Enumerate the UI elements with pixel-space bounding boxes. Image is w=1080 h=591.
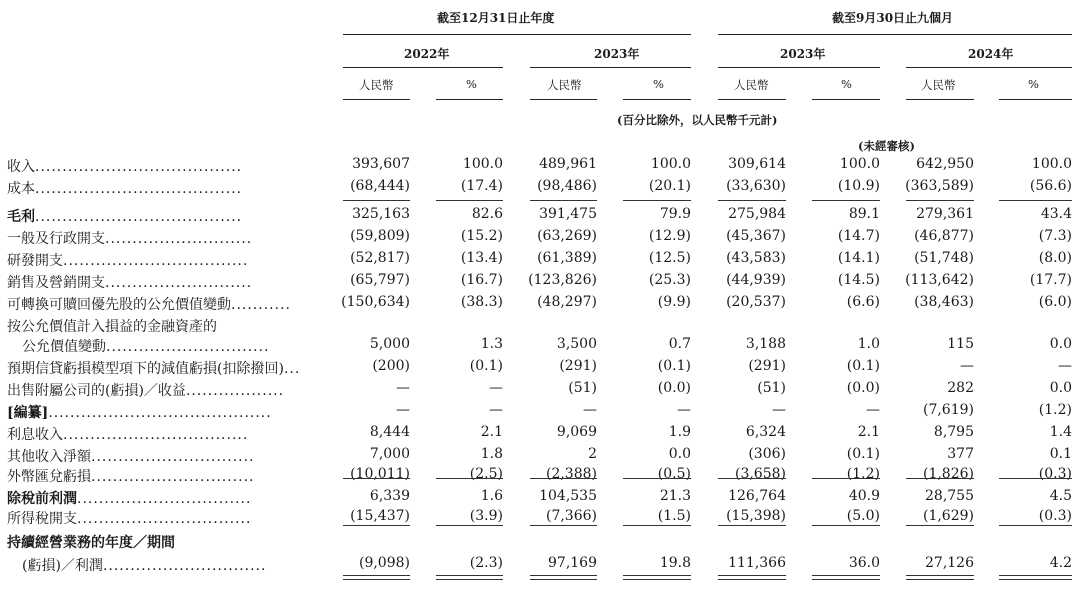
row-leader-dots: ......................................: [35, 209, 243, 225]
row-label-text: (虧損)／利潤: [22, 558, 103, 574]
subtotal-rule: [436, 478, 503, 479]
col-rule-rmb-2023-9m: [718, 99, 786, 100]
cell-pct-2023-9m: 100.0: [839, 156, 880, 172]
cell-pct-2024-9m: (0.3): [1038, 508, 1072, 524]
cell-rmb-2024-9m: (7,619): [922, 402, 974, 418]
cell-rmb-2023-9m: (3,658): [734, 466, 786, 482]
col-rule-rmb-2024-9m: [906, 99, 974, 100]
cell-pct-2023-9m: (6.6): [846, 294, 880, 310]
cell-pct-2023-9m: (14.7): [837, 228, 880, 244]
table-row: [0, 336, 1080, 358]
row-label: [7, 380, 325, 400]
subtotal-rule: [623, 478, 691, 479]
cell-rmb-2022: (52,817): [350, 250, 410, 266]
cell-rmb-2023-9m: (51): [757, 380, 786, 396]
total-double-rule: [999, 575, 1072, 580]
cell-pct-2023-fy: (25.3): [648, 272, 691, 288]
subtotal-rule: [530, 478, 597, 479]
subtotal-rule: [718, 478, 786, 479]
row-label: [7, 508, 325, 528]
table-row: [0, 508, 1080, 530]
cell-pct-2024-9m: (8.0): [1038, 250, 1072, 266]
row-leader-dots: ...........: [231, 297, 291, 313]
table-row: [0, 250, 1080, 272]
row-label-text: 研發開支: [7, 253, 63, 269]
row-label: [7, 532, 325, 552]
subtotal-rule: [812, 478, 880, 479]
cell-pct-2023-9m: —: [866, 402, 880, 418]
row-label-text: 利息收入: [7, 427, 63, 443]
row-label: [7, 294, 325, 314]
cell-rmb-2023-9m: (15,398): [726, 508, 786, 524]
cell-pct-2022: (2.3): [469, 555, 503, 571]
table-row: [0, 228, 1080, 250]
col-header-rmb-2022: 人民幣: [359, 78, 394, 92]
cell-pct-2022: 1.3: [480, 336, 503, 352]
row-label: [7, 250, 325, 270]
header-year-2023-9m: 2023年: [780, 47, 826, 61]
subtotal-rule: [906, 478, 974, 479]
subtotal-rule: [436, 200, 503, 201]
cell-rmb-2024-9m: 282: [947, 380, 974, 396]
col-rule-pct-2024-9m: [999, 99, 1072, 100]
cell-pct-2022: (3.9): [469, 508, 503, 524]
cell-rmb-2023-fy: (51): [568, 380, 597, 396]
subtotal-rule: [999, 525, 1072, 526]
total-double-rule: [343, 575, 410, 580]
header-year-rule-2022: [343, 67, 503, 68]
col-rule-rmb-2023-fy: [530, 99, 597, 100]
cell-pct-2024-9m: (56.6): [1029, 178, 1072, 194]
cell-rmb-2022: —: [396, 402, 410, 418]
table-row: [0, 446, 1080, 468]
cell-pct-2024-9m: (6.0): [1038, 294, 1072, 310]
cell-pct-2023-fy: 100.0: [650, 156, 691, 172]
cell-rmb-2022: 8,444: [369, 424, 410, 440]
cell-pct-2022: (38.3): [460, 294, 503, 310]
total-double-rule: [906, 575, 974, 580]
row-label-text: 銷售及營銷開支: [7, 275, 105, 291]
table-row: [0, 206, 1080, 228]
row-label: [7, 272, 325, 292]
header-group-fiscal-year: 截至12月31日止年度: [437, 11, 555, 25]
cell-rmb-2023-fy: 3,500: [556, 336, 597, 352]
row-label-text: 一般及行政開支: [7, 231, 105, 247]
table-row: [0, 402, 1080, 424]
row-leader-dots: ..................: [185, 383, 285, 399]
header-group-rule-fy: [343, 34, 691, 35]
table-row: [0, 555, 1080, 577]
cell-rmb-2022: 325,163: [352, 206, 410, 222]
cell-pct-2023-9m: 40.9: [848, 488, 880, 504]
cell-pct-2023-fy: (12.9): [648, 228, 691, 244]
cell-pct-2023-9m: (14.5): [837, 272, 880, 288]
cell-pct-2023-fy: —: [677, 402, 691, 418]
cell-rmb-2023-fy: (7,366): [545, 508, 597, 524]
cell-rmb-2023-fy: (63,269): [537, 228, 597, 244]
row-label-text: 其他收入淨額: [7, 449, 91, 465]
row-label: [7, 466, 325, 486]
cell-pct-2022: (17.4): [460, 178, 503, 194]
cell-pct-2023-fy: 21.3: [659, 488, 691, 504]
subtotal-rule: [530, 525, 597, 526]
cell-rmb-2022: (9,098): [358, 555, 410, 571]
table-row: [0, 316, 1080, 338]
col-rule-pct-2022: [436, 99, 503, 100]
cell-pct-2023-9m: (0.1): [846, 358, 880, 374]
cell-rmb-2024-9m: 28,755: [925, 488, 974, 504]
row-label: [7, 206, 325, 226]
row-label-text: 毛利: [7, 209, 35, 225]
cell-pct-2024-9m: (1.2): [1038, 402, 1072, 418]
cell-pct-2023-fy: 0.7: [668, 336, 691, 352]
cell-pct-2024-9m: 0.0: [1049, 336, 1072, 352]
cell-rmb-2024-9m: —: [960, 358, 974, 374]
cell-pct-2023-fy: 19.8: [659, 555, 691, 571]
cell-rmb-2024-9m: (38,463): [914, 294, 974, 310]
cell-rmb-2023-fy: 97,169: [548, 555, 597, 571]
row-label: [7, 488, 325, 508]
header-year-2024-9m: 2024年: [968, 47, 1014, 61]
col-header-pct-2024-9m: %: [1028, 77, 1039, 91]
cell-pct-2023-9m: 89.1: [848, 206, 880, 222]
row-leader-dots: ...........................: [105, 275, 253, 291]
cell-rmb-2022: (65,797): [350, 272, 410, 288]
cell-pct-2023-fy: 1.9: [668, 424, 691, 440]
row-label: [7, 424, 325, 444]
cell-pct-2022: (2.5): [469, 466, 503, 482]
cell-rmb-2024-9m: (1,629): [922, 508, 974, 524]
cell-pct-2023-9m: 2.1: [857, 424, 880, 440]
cell-pct-2024-9m: 4.2: [1049, 555, 1072, 571]
cell-rmb-2022: (200): [372, 358, 410, 374]
cell-pct-2023-9m: (0.1): [846, 446, 880, 462]
cell-rmb-2022: 6,339: [369, 488, 410, 504]
cell-rmb-2023-9m: (43,583): [726, 250, 786, 266]
header-year-2022: 2022年: [404, 47, 450, 61]
row-leader-dots: ..............................: [102, 558, 267, 574]
cell-rmb-2023-9m: 309,614: [728, 156, 786, 172]
table-row: [0, 156, 1080, 178]
cell-pct-2022: 2.1: [480, 424, 503, 440]
cell-pct-2024-9m: 0.0: [1049, 380, 1072, 396]
cell-pct-2023-9m: 1.0: [857, 336, 880, 352]
cell-rmb-2024-9m: (1,826): [922, 466, 974, 482]
cell-rmb-2023-9m: (44,939): [726, 272, 786, 288]
subtotal-rule: [718, 525, 786, 526]
row-label-text: 公允價值變動: [22, 339, 106, 355]
cell-rmb-2022: 393,607: [352, 156, 410, 172]
cell-rmb-2023-fy: 9,069: [556, 424, 597, 440]
cell-pct-2024-9m: (17.7): [1029, 272, 1072, 288]
col-header-rmb-2024-9m: 人民幣: [921, 78, 956, 92]
table-row: [0, 488, 1080, 510]
cell-rmb-2023-9m: (306): [748, 446, 786, 462]
row-leader-dots: ..............................: [91, 469, 255, 485]
subtotal-rule: [343, 478, 410, 479]
cell-pct-2023-9m: (5.0): [846, 508, 880, 524]
cell-pct-2024-9m: —: [1058, 358, 1072, 374]
cell-rmb-2022: (68,444): [350, 178, 410, 194]
row-label: [7, 228, 325, 248]
cell-rmb-2023-9m: (33,630): [726, 178, 786, 194]
row-leader-dots: ...........................: [105, 231, 253, 247]
cell-rmb-2023-fy: (123,826): [528, 272, 597, 288]
cell-rmb-2022: —: [396, 380, 410, 396]
cell-pct-2023-fy: (12.5): [648, 250, 691, 266]
row-label-text: 除稅前利潤: [7, 491, 77, 507]
row-label-text: 預期信貸虧損模型項下的減值虧損(扣除撥回): [7, 361, 284, 377]
unaudited-note: (未經審核): [858, 139, 915, 153]
cell-pct-2023-fy: (0.1): [657, 358, 691, 374]
col-header-pct-2022: %: [466, 77, 477, 91]
cell-pct-2022: —: [489, 402, 503, 418]
subtotal-rule: [530, 200, 597, 201]
table-row: [0, 532, 1080, 554]
table-row: [0, 466, 1080, 488]
row-label-text: 收入: [7, 159, 35, 175]
row-label-text: 按公允價值計入損益的金融資產的: [7, 319, 217, 335]
table-row: [0, 380, 1080, 402]
subtotal-rule: [436, 525, 503, 526]
cell-rmb-2024-9m: 8,795: [933, 424, 974, 440]
row-label: [7, 402, 325, 422]
total-double-rule: [812, 575, 880, 580]
cell-rmb-2023-fy: 391,475: [539, 206, 597, 222]
cell-rmb-2024-9m: 27,126: [925, 555, 974, 571]
cell-pct-2022: (15.2): [460, 228, 503, 244]
row-label-text: 持續經營業務的年度／期間: [7, 535, 175, 551]
cell-pct-2022: 100.0: [462, 156, 503, 172]
cell-rmb-2023-fy: (48,297): [537, 294, 597, 310]
cell-rmb-2022: (10,011): [350, 466, 410, 482]
total-double-rule: [623, 575, 691, 580]
row-label: [7, 446, 325, 466]
cell-pct-2024-9m: (0.3): [1038, 466, 1072, 482]
cell-rmb-2022: (15,437): [350, 508, 410, 524]
table-row: [0, 424, 1080, 446]
units-note: (百分比除外，以人民幣千元計): [617, 113, 778, 127]
cell-pct-2022: 82.6: [471, 206, 503, 222]
cell-pct-2022: (16.7): [460, 272, 503, 288]
cell-pct-2023-9m: (1.2): [846, 466, 880, 482]
cell-rmb-2023-9m: 3,188: [745, 336, 786, 352]
cell-rmb-2023-9m: 6,324: [745, 424, 786, 440]
cell-pct-2024-9m: (7.3): [1038, 228, 1072, 244]
cell-rmb-2023-fy: (98,486): [537, 178, 597, 194]
subtotal-rule: [812, 525, 880, 526]
header-year-rule-2024-9m: [906, 67, 1072, 68]
row-label: [7, 358, 325, 378]
row-label-text: 外幣匯兌虧損: [7, 469, 91, 485]
cell-pct-2023-fy: (0.5): [657, 466, 691, 482]
row-leader-dots: ..................................: [63, 427, 249, 443]
cell-rmb-2024-9m: 642,950: [916, 156, 974, 172]
cell-rmb-2024-9m: (51,748): [914, 250, 974, 266]
header-year-2023-fy: 2023年: [594, 47, 640, 61]
cell-pct-2023-fy: (20.1): [648, 178, 691, 194]
cell-rmb-2023-9m: (20,537): [726, 294, 786, 310]
cell-rmb-2022: 7,000: [369, 446, 410, 462]
cell-rmb-2022: (150,634): [341, 294, 410, 310]
cell-rmb-2023-fy: (2,388): [545, 466, 597, 482]
row-leader-dots: ......................................: [35, 159, 243, 175]
table-row: [0, 178, 1080, 200]
cell-pct-2023-fy: (9.9): [657, 294, 691, 310]
cell-pct-2024-9m: 43.4: [1040, 206, 1072, 222]
total-double-rule: [530, 575, 597, 580]
table-row: [0, 272, 1080, 294]
row-leader-dots: ......................................: [35, 181, 243, 197]
row-leader-dots: ...: [283, 361, 301, 377]
row-leader-dots: ................................: [77, 511, 252, 527]
cell-pct-2022: 1.6: [480, 488, 503, 504]
cell-rmb-2024-9m: 115: [947, 336, 974, 352]
cell-rmb-2023-fy: (291): [559, 358, 597, 374]
col-rule-pct-2023-9m: [812, 99, 880, 100]
col-header-rmb-2023-9m: 人民幣: [734, 78, 769, 92]
row-label: [22, 555, 325, 575]
subtotal-rule: [623, 525, 691, 526]
cell-pct-2023-fy: 79.9: [659, 206, 691, 222]
col-rule-rmb-2022: [343, 99, 410, 100]
cell-pct-2023-fy: 0.0: [668, 446, 691, 462]
table-row: [0, 358, 1080, 380]
table-row: [0, 294, 1080, 316]
cell-rmb-2023-9m: —: [772, 402, 786, 418]
total-double-rule: [718, 575, 786, 580]
header-year-rule-2023-9m: [718, 67, 880, 68]
cell-pct-2023-9m: (10.9): [837, 178, 880, 194]
subtotal-rule: [906, 200, 974, 201]
cell-rmb-2023-fy: —: [583, 402, 597, 418]
cell-pct-2023-fy: (1.5): [657, 508, 691, 524]
col-rule-pct-2023-fy: [623, 99, 691, 100]
cell-rmb-2024-9m: (363,589): [905, 178, 974, 194]
row-leader-dots: ..............................: [91, 449, 255, 465]
total-double-rule: [436, 575, 503, 580]
cell-pct-2023-fy: (0.0): [657, 380, 691, 396]
cell-rmb-2023-9m: (45,367): [726, 228, 786, 244]
cell-pct-2022: —: [489, 380, 503, 396]
cell-rmb-2023-fy: 2: [588, 446, 597, 462]
cell-rmb-2023-fy: (61,389): [537, 250, 597, 266]
cell-pct-2023-9m: 36.0: [848, 555, 880, 571]
cell-pct-2022: (0.1): [469, 358, 503, 374]
subtotal-rule: [343, 525, 410, 526]
col-header-rmb-2023-fy: 人民幣: [547, 78, 582, 92]
cell-rmb-2024-9m: (46,877): [914, 228, 974, 244]
cell-pct-2023-9m: (14.1): [837, 250, 880, 266]
row-label-text: 出售附屬公司的(虧損)／收益: [7, 383, 186, 399]
cell-pct-2022: 1.8: [480, 446, 503, 462]
cell-rmb-2023-9m: 111,366: [728, 555, 786, 571]
row-label-text: 所得稅開支: [7, 511, 77, 527]
subtotal-rule: [999, 200, 1072, 201]
subtotal-rule: [623, 200, 691, 201]
row-label: [7, 156, 325, 176]
row-leader-dots: ..................................: [63, 253, 249, 269]
row-leader-dots: ..............................: [106, 339, 270, 355]
cell-rmb-2024-9m: (113,642): [905, 272, 974, 288]
subtotal-rule: [812, 200, 880, 201]
cell-rmb-2022: (59,809): [350, 228, 410, 244]
cell-rmb-2024-9m: 279,361: [916, 206, 974, 222]
row-label-text: 可轉換可贖回優先股的公允價值變動: [7, 297, 231, 313]
row-label-text: 成本: [7, 181, 35, 197]
cell-pct-2024-9m: 0.1: [1049, 446, 1072, 462]
col-header-pct-2023-9m: %: [841, 77, 852, 91]
row-label: [7, 178, 325, 198]
cell-pct-2022: (13.4): [460, 250, 503, 266]
row-leader-dots: ................................: [77, 491, 252, 507]
cell-pct-2023-9m: (0.0): [846, 380, 880, 396]
header-group-rule-9m: [718, 34, 1072, 35]
row-leader-dots: .........................................: [48, 405, 272, 421]
cell-rmb-2024-9m: 377: [947, 446, 974, 462]
cell-rmb-2023-fy: 104,535: [539, 488, 597, 504]
row-label: [22, 336, 325, 356]
subtotal-rule: [906, 525, 974, 526]
header-year-rule-2023-fy: [530, 67, 691, 68]
cell-pct-2024-9m: 100.0: [1031, 156, 1072, 172]
subtotal-rule: [343, 200, 410, 201]
cell-rmb-2023-9m: 126,764: [728, 488, 786, 504]
subtotal-rule: [718, 200, 786, 201]
row-label: [7, 316, 325, 336]
header-group-nine-months: 截至9月30日止九個月: [832, 11, 954, 25]
cell-rmb-2023-fy: 489,961: [539, 156, 597, 172]
cell-pct-2024-9m: 1.4: [1049, 424, 1072, 440]
cell-rmb-2022: 5,000: [369, 336, 410, 352]
row-label-text: [編纂]: [7, 405, 49, 421]
cell-rmb-2023-9m: (291): [748, 358, 786, 374]
subtotal-rule: [999, 478, 1072, 479]
cell-pct-2024-9m: 4.5: [1049, 488, 1072, 504]
cell-rmb-2023-9m: 275,984: [728, 206, 786, 222]
col-header-pct-2023-fy: %: [653, 77, 664, 91]
